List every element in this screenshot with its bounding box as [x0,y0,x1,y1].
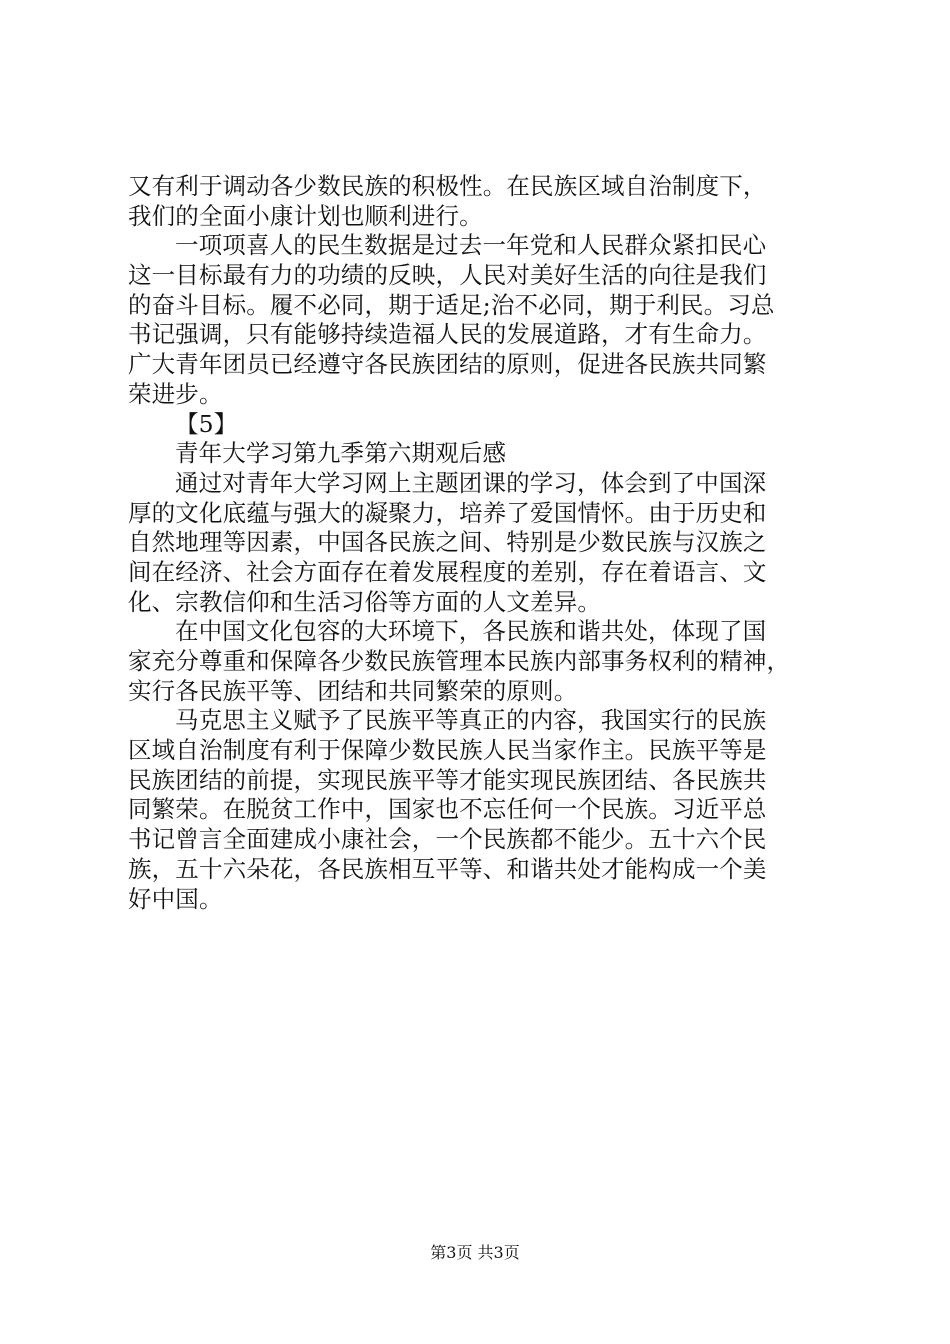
paragraph-4-line-4: 化、宗教信仰和生活习俗等方面的人文差异。 [128,587,601,616]
paragraph-5-line-2: 实行各民族平等、团结和共同繁荣的原则。 [128,676,578,705]
paragraph-1-line-2: 的奋斗目标。履不必同，期于适足;治不必同，期于利民。习总 [128,290,775,319]
paragraph-6-line-5: 族，五十六朵花，各民族相互平等、和谐共处才能构成一个美 [128,854,767,883]
paragraph-4-line-3: 间在经济、社会方面存在着发展程度的差别，存在着语言、文 [128,557,767,586]
paragraph-1-line-1: 这一目标最有力的功绩的反映，人民对美好生活的向往是我们 [128,261,767,290]
paragraph-6-line-0: 马克思主义赋予了民族平等真正的内容，我国实行的民族 [175,706,767,735]
paragraph-1-line-0: 一项项喜人的民生数据是过去一年党和人民群众紧扣民心 [175,231,767,260]
paragraph-1-line-4: 广大青年团员已经遵守各民族团结的原则，促进各民族共同繁 [128,350,767,379]
paragraph-6-line-1: 区域自治制度有利于保障少数民族人民当家作主。民族平等是 [128,736,767,765]
page-footer: 第3页 共3页 [430,1243,520,1262]
paragraph-3-line-0: 青年大学习第九季第六期观后感 [175,439,507,468]
paragraph-4-line-0: 通过对青年大学习网上主题团课的学习，体会到了中国深 [175,468,767,497]
document-body [128,172,824,914]
paragraph-5-line-1: 家充分尊重和保障各少数民族管理本民族内部事务权利的精神， [128,647,791,675]
paragraph-4-line-2: 自然地理等因素，中国各民族之间、特别是少数民族与汉族之 [128,528,767,557]
paragraph-4-line-1: 厚的文化底蕴与强大的凝聚力，培养了爱国情怀。由于历史和 [128,498,767,527]
paragraph-6-line-4: 书记曾言全面建成小康社会，一个民族都不能少。五十六个民 [128,825,767,854]
paragraph-6-line-2: 民族团结的前提，实现民族平等才能实现民族团结、各民族共 [128,765,767,794]
paragraph-6-line-3: 同繁荣。在脱贫工作中，国家也不忘任何一个民族。习近平总 [128,795,767,824]
paragraph-1-line-5: 荣进步。 [128,379,223,408]
paragraph-0-line-1: 我们的全面小康计划也顺利进行。 [128,201,483,230]
paragraph-6-line-6: 好中国。 [128,884,223,913]
paragraph-0-line-0: 又有利于调动各少数民族的积极性。在民族区域自治制度下， [128,172,767,200]
paragraph-2-line-0: 【5】 [175,409,238,438]
paragraph-1-line-3: 书记强调，只有能够持续造福人民的发展道路，才有生命力。 [128,320,767,349]
paragraph-5-line-0: 在中国文化包容的大环境下，各民族和谐共处，体现了国 [175,617,767,646]
